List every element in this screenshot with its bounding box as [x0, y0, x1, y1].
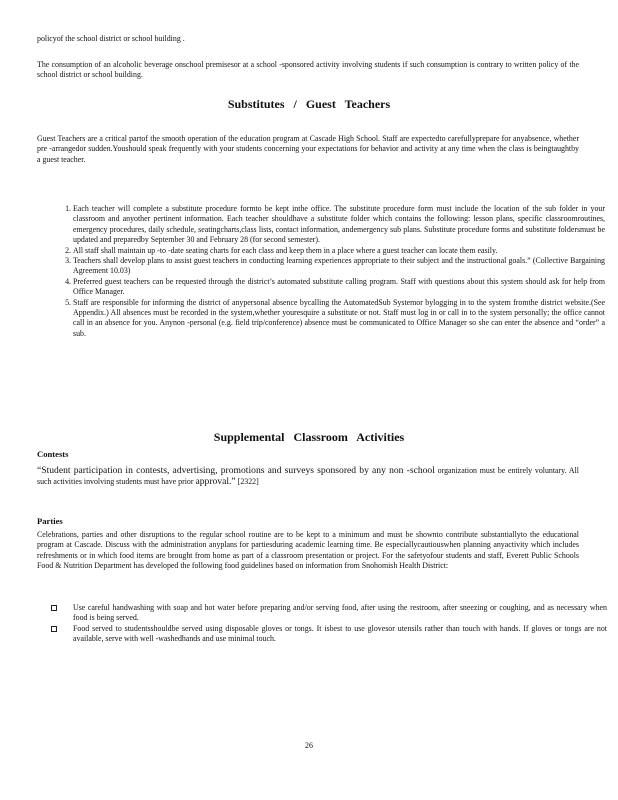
quote-opening: “Student participation in contests, advertising, promotions and surveys sponsored by any non -school	[37, 465, 435, 476]
list-item: 3. Teachers shall develop plans to assist guest teachers in conducting learning experiences appropriate to their subject and the instructional goals.” (Collective Bargaining Agreement 10.03)	[73, 256, 605, 277]
list-item: 4. Preferred guest teachers can be requested through the district’s automated substitute calling program. Staff with questions about this system should ask for help from Office Manager.	[73, 277, 605, 298]
supplemental-heading: Supplemental Classroom Activities	[213, 430, 405, 444]
bullet-icon	[51, 626, 57, 632]
guest-teachers-intro: Guest Teachers are a critical partof the smooth operation of the education program at Cascade High School. Staff are expectedto carefullyprepare for anyabsence, whether pre -arrangedor sudden.Youshould speak frequently with your students concerning your expectations for behavior and activity at any time when the class is beingtaughtby a guest teacher.	[37, 134, 579, 164]
parties-paragraph: Celebrations, parties and other disruptions to the regular school routine are to be kept to a minimum and must be shownto contribute substantiallyto the educational program at Cascade. Discuss with the administration anyplans for partiesduring academic learning time. Be especiallycautiouswhen planning anyactivity which includes refreshments or in which food items are brought from home as part of a classroom presentation or project. For the safetyofour students and staff, Everett Public Schools Food & Nutrition Department has developed the following food guidelines based on information from Snohomish Health District:	[37, 530, 579, 571]
substitutes-heading: Substitutes / Guest Teachers	[227, 97, 391, 111]
list-item	[73, 603, 607, 624]
page-number: 26	[305, 741, 313, 750]
list-item: 2. All staff shall maintain up -to -date seating charts for each class and keep them in a place where a guest teacher can locate them easily.	[73, 246, 605, 256]
list-item: 5. Staff are responsible for informing the district of anypersonal absence bycalling the AutomatedSub Systemor bylogging in to the system fromthe district website.(See Appendix.) All absences must be recorded in the system,whether youresquire a substitute or not. Staff must log in or call in to the system personally; the office cannot call in an absence for you. Anynon -personal (e.g. field trip/conference) absence must be communicated to Office Manager so she can enter the absence and “order” a sub.	[73, 298, 605, 340]
substitute-procedure-list	[37, 204, 605, 339]
food-guidelines-list	[37, 603, 607, 645]
continuation-text: policyof the school district or school building .	[37, 34, 185, 43]
alcohol-paragraph: The consumption of an alcoholic beverage onschool premisesor at a school -sponsored activity involving students if such consumption is contrary to written policy of the school district or school building.	[37, 60, 579, 80]
list-item: 1. Each teacher will complete a substitute procedure formto be kept inthe office. The substitute procedure form must include the location of the sub folder in your classroom and anyother pertinent information. Each teacher shouldhave a substitute folder which contains the following: lesson plans, specific classroomroutines, emergency procedures, daily schedule, seatingcharts,class lists, contact information, andemergency sub plans. Substitute procedure forms and substitute foldersmust be updated and preparedby September 30 and February 28 (for second semester).	[73, 204, 605, 246]
quote-body: organization must be entirely voluntary. All such activities involving students must have prior	[37, 466, 579, 487]
list-item	[73, 624, 607, 645]
bullet-text: Food served to studentsshouldbe served using disposable gloves or tongs. It isbest to use glovesor utensils rather than touch with hands. If gloves or tongs are not available, serve with well -washedhands and use minimal touch.	[73, 623, 607, 644]
quote-reference: [2322]	[237, 477, 259, 487]
contests-subheading: Contests	[37, 449, 69, 459]
bullet-icon	[51, 605, 57, 611]
bullet-text: Use careful handwashing with soap and hot water before preparing and/or serving food, after using the restroom, after sneezing or coughing, and as necessary when food is being served.	[73, 603, 607, 623]
quote-emphasis: approval.”	[195, 476, 236, 488]
parties-subheading: Parties	[37, 516, 63, 526]
contests-quote	[37, 465, 579, 488]
